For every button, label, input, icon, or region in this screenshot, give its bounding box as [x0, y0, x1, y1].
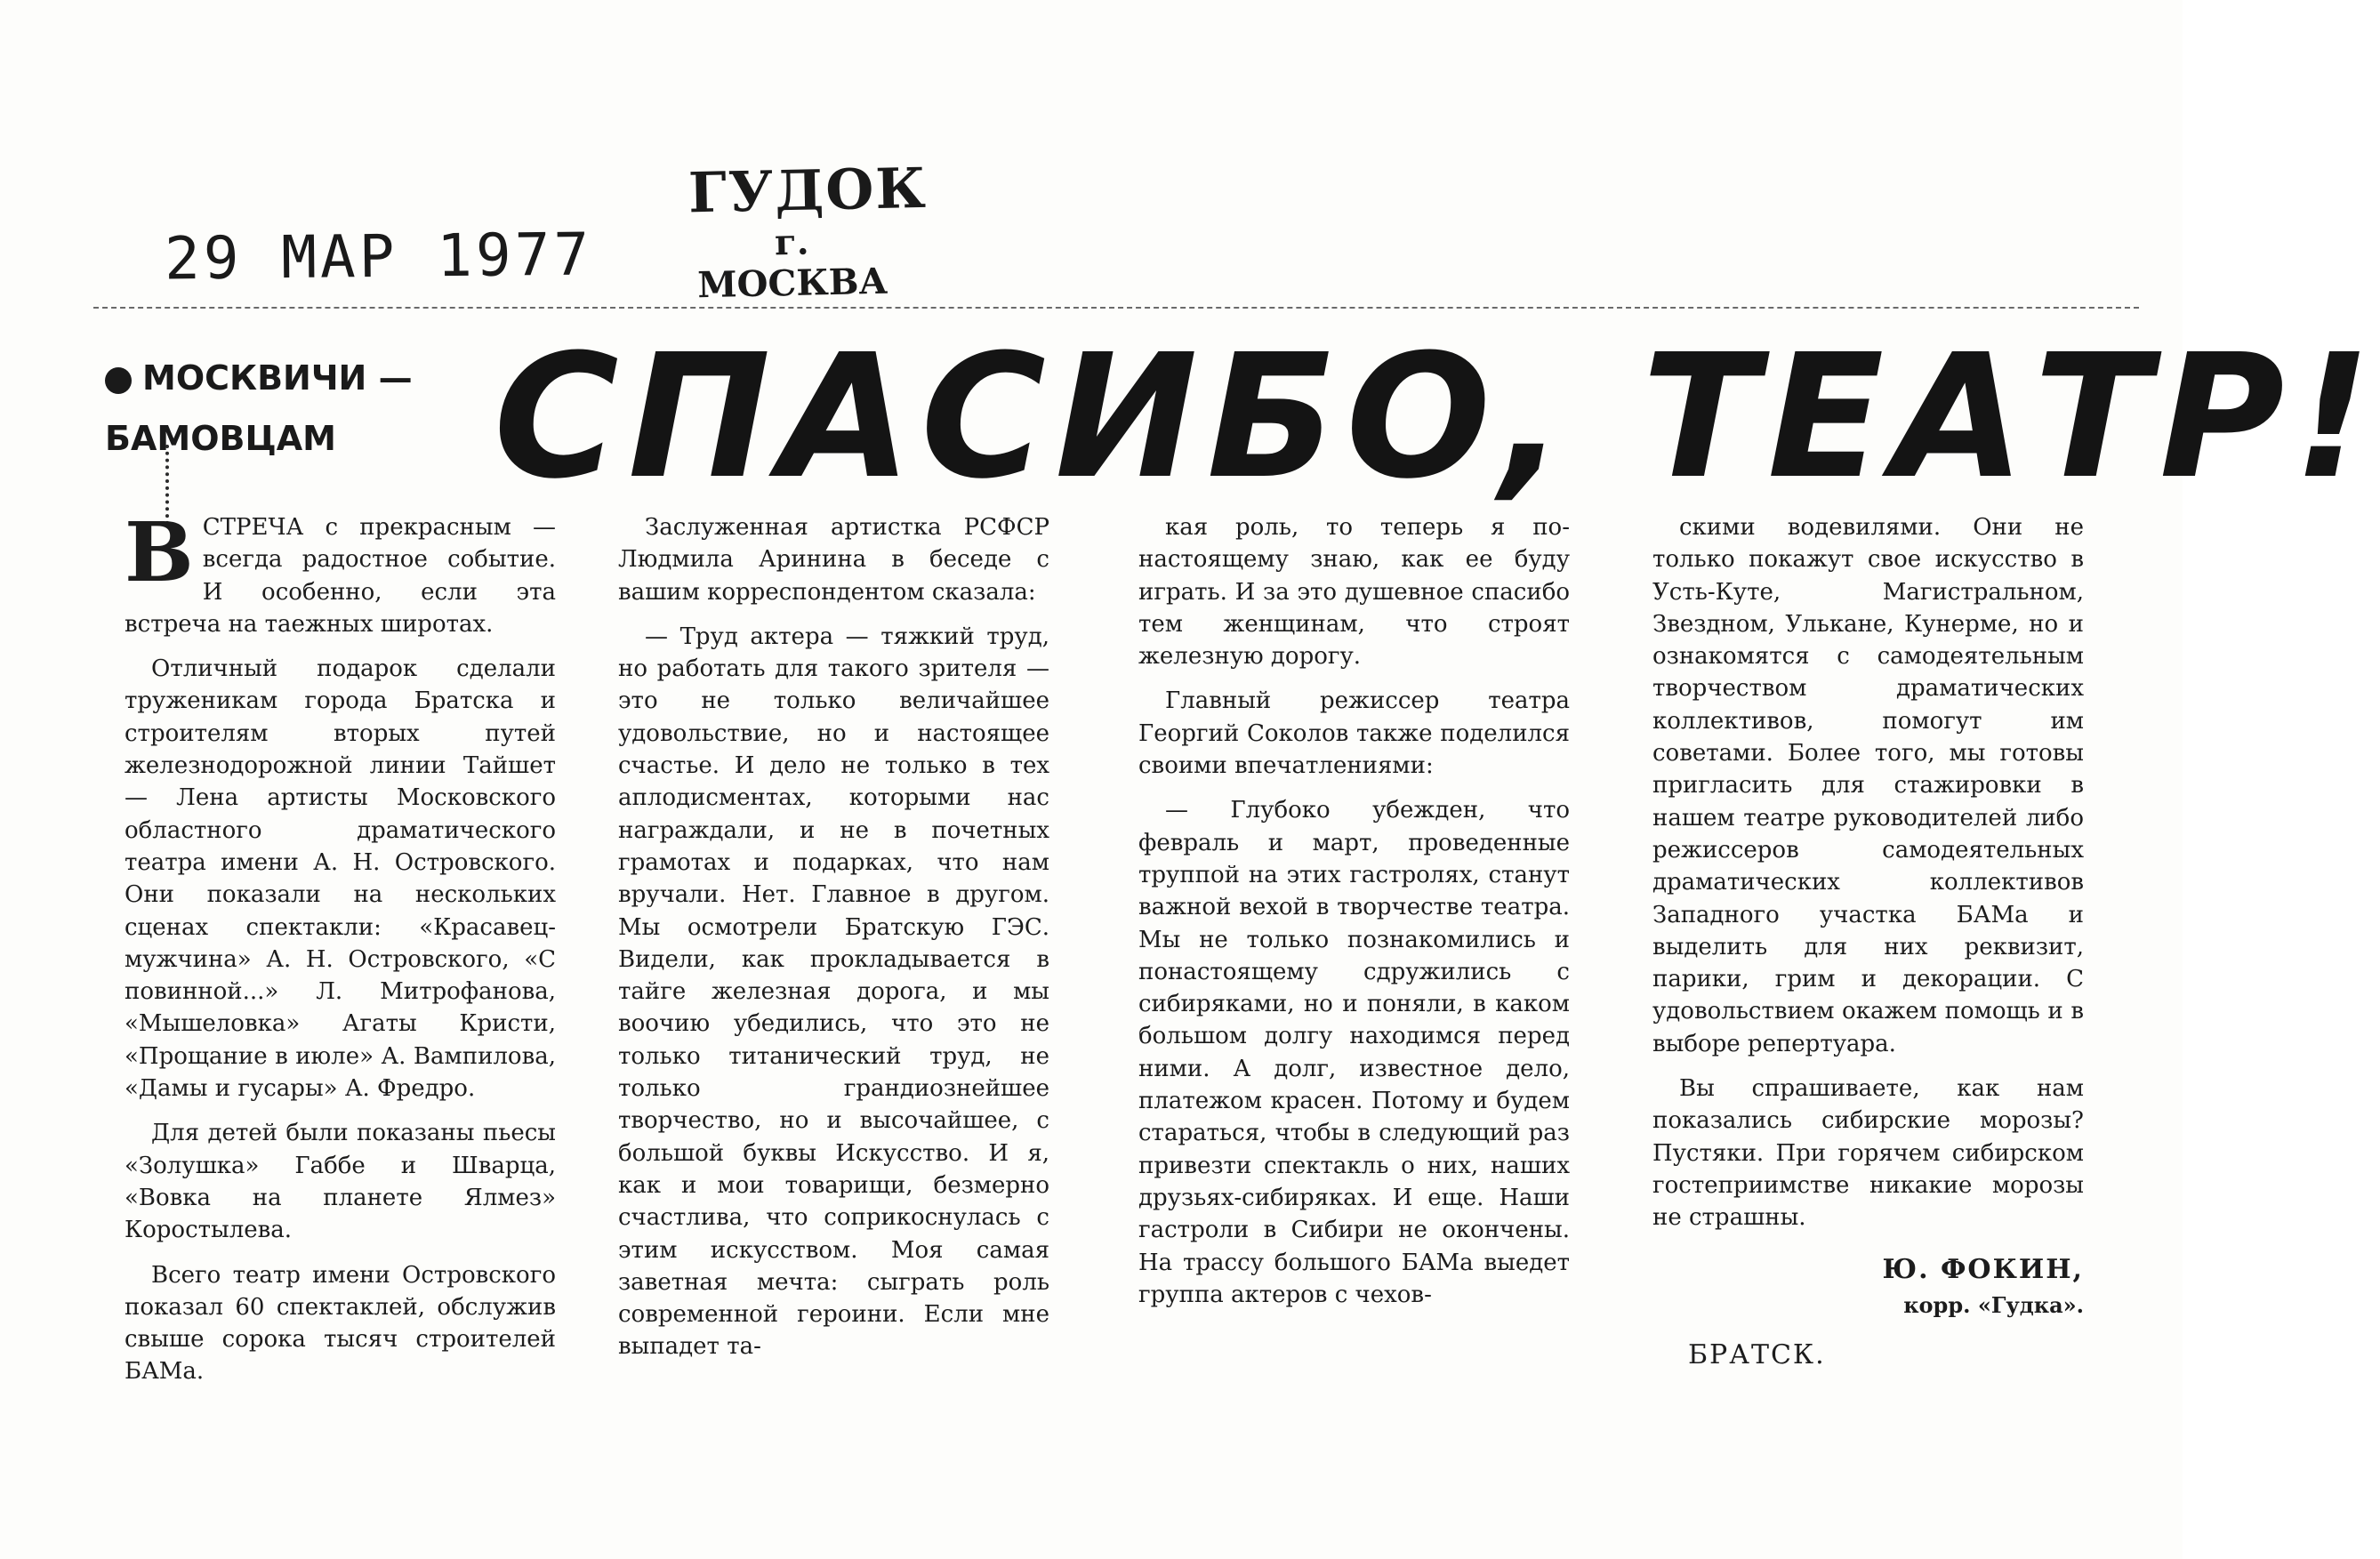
paragraph: Всего театр имени Островского показал 60 спектаклей, обслужив свыше сорока тысяч строителей БАМа. [125, 1261, 556, 1386]
dateline-place: БРАТСК. [1688, 1339, 1826, 1371]
paragraph-text: СТРЕЧА с прекрасным — всегда радостное событие. И особенно, если эта встреча на таежных широтах. [125, 514, 556, 638]
paragraph: Вы спрашиваете, как нам показались сибирские морозы? Пустяки. При горячем сибирском гостеприимстве никакие морозы не страшны. [1652, 1075, 2084, 1232]
article-column-3 [1138, 511, 1570, 1401]
bullet-icon [105, 367, 132, 394]
paragraph: Заслуженная артистка РСФСР Людмила Аринина в беседе с вашим корреспондентом сказала: [618, 514, 1049, 606]
author-name: Ю. ФОКИН, [1882, 1253, 2084, 1285]
drop-cap: В [125, 504, 194, 600]
article-column-4 [1652, 511, 2084, 1436]
headline: СПАСИБО, ТЕАТР! [494, 318, 2380, 517]
rubric-line-1 [105, 356, 413, 400]
paragraph: Для детей были показаны пьесы «Золушка» Габбе и Шварца, «Вовка на планете Ялмез» Коростылева. [125, 1120, 556, 1244]
article-column-2 [618, 511, 1049, 1401]
paragraph: Главный режиссер театра Георгий Соколов также поделился своими впечатлениями: [1138, 687, 1570, 780]
paragraph [125, 504, 556, 640]
paragraph: скими водевилями. Они не только покажут свое искусство в Усть-Куте, Магистральном, Звездном, Улькане, Кунерме, но и ознакомятся с самодеятельным творчеством драматических коллективов, помогут им советами. Более того, мы готовы пригласить для стажировки в нашем театре руководителей либо режиссеров самодеятельных драматических коллективов Западного участка БАМа и выделить для них реквизит, парики, грим и декорации. С удовольствием окажем помощь и в выборе репертуара. [1652, 514, 2084, 1057]
newspaper-city: г. МОСКВА [696, 221, 888, 307]
paragraph: кая роль, то теперь я по-настоящему знаю, как ее буду играть. И за это душевное спасибо тем женщинам, что строят железную дорогу. [1138, 514, 1570, 671]
newspaper-name: ГУДОК [687, 155, 929, 226]
rubric-line-1-text: МОСКВИЧИ — [142, 358, 413, 398]
date-stamp: 29 МАР 1977 [164, 220, 593, 293]
article-column-1 [125, 504, 556, 1445]
paragraph: — Глубоко убежден, что февраль и март, проведенные труппой на этих гастролях, станут важной вехой в творчестве театра. Мы не только познакомились и понастоящему сдружились с сибиряками, но и поняли, в каком большом долгу находимся перед ними. А долг, известное дело, платежом красен. Потому и будем стараться, чтобы в следующий раз привезти спектакль о них, наших друзьях-сибиряках. И еще. Наши гастроли в Сибири не окончены. На трассу большого БАМа выедет группа актеров с чехов- [1138, 797, 1570, 1308]
paragraph: — Труд актера — тяжкий труд, но работать для такого зрителя — это не только величайшее удовольствие, но и настоящее счастье. И дело не только в тех аплодисментах, которыми нас награждали, и не в почетных грамотах и подарках, что нам вручали. Нет. Главное в другом. Мы осмотрели Братскую ГЭС. Видели, как прокладывается в тайге железная дорога, и мы воочию убедились, что это не только титанический труд, не только грандиознейшее творчество, но и высочайшее, с большой буквы Искусство. И я, как и мои товарищи, безмерно счастлива, что соприкоснулась с этим искусством. Моя самая заветная мечта: сыграть роль современной героини. Если мне выпадет та- [618, 623, 1049, 1361]
author-title: корр. «Гудка». [1903, 1291, 2084, 1318]
rubric-line-2: БАМОВЦАМ [105, 419, 336, 458]
clipping-edge [93, 307, 2139, 309]
newspaper-stamp [687, 155, 929, 307]
paragraph: Отличный подарок сделали труженикам города Братска и строителям вторых путей железнодорожной линии Тайшет — Лена артисты Московского областного драматического театра имени А. Н. Островского. Они показали на нескольких сценах спектакли: «Красавец-мужчина» А. Н. Островского, «С повинной...» Л. Митрофанова, «Мышеловка» Агаты Кристи, «Прощание в июле» А. Вампилова, «Дамы и гусары» А. Фредро. [125, 655, 556, 1103]
rubric [105, 356, 413, 461]
signature [1652, 1254, 2084, 1322]
